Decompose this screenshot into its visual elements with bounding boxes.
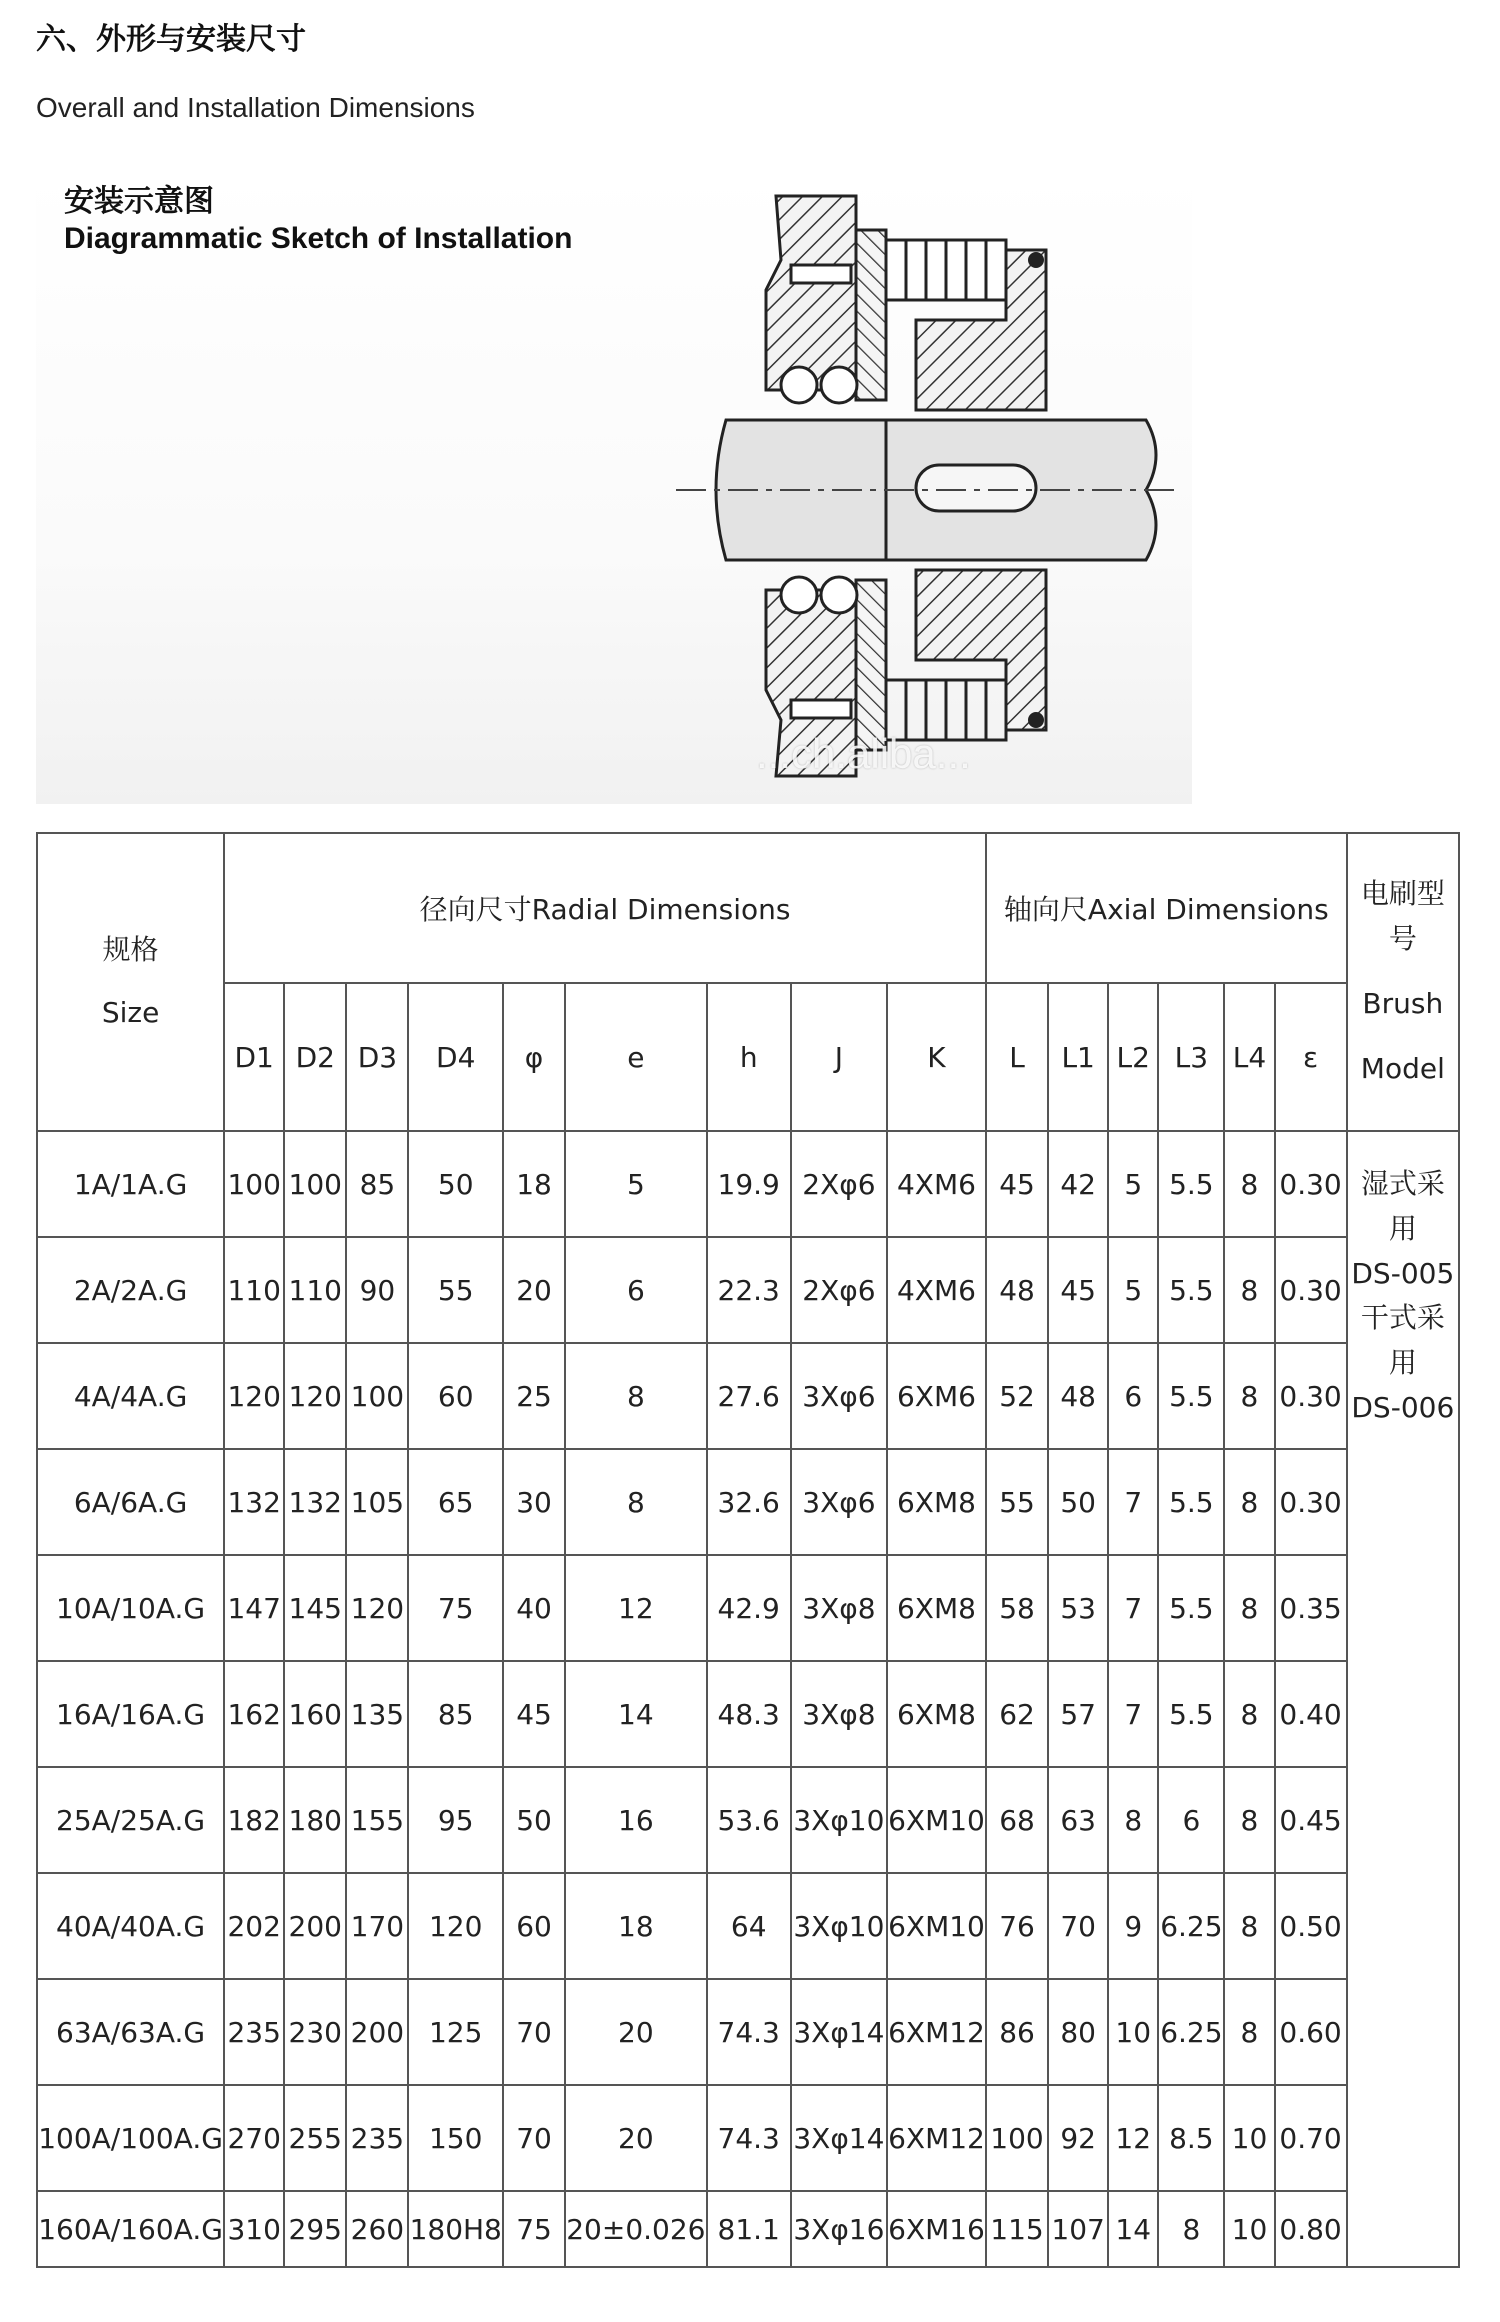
table-cell: 100 (224, 1131, 284, 1237)
table-cell: 85 (346, 1131, 408, 1237)
table-cell: 0.80 (1275, 2191, 1347, 2267)
table-cell: 5.5 (1158, 1343, 1224, 1449)
table-cell: 48 (1048, 1343, 1108, 1449)
table-cell: 25 (503, 1343, 565, 1449)
table-cell: 202 (224, 1873, 284, 1979)
table-cell: 6XM8 (887, 1449, 986, 1555)
table-cell: 48 (986, 1237, 1048, 1343)
table-cell: 42 (1048, 1131, 1108, 1237)
table-cell: 20±0.026 (565, 2191, 707, 2267)
table-cell: 8 (1224, 1131, 1274, 1237)
table-cell: 0.45 (1275, 1767, 1347, 1873)
table-cell: 27.6 (707, 1343, 791, 1449)
table-cell: 125 (408, 1979, 503, 2085)
col-header: D1 (224, 983, 284, 1131)
col-header: L2 (1108, 983, 1158, 1131)
figure-caption-en: Diagrammatic Sketch of Installation (64, 222, 573, 255)
table-cell: 3Xφ8 (791, 1661, 887, 1767)
table-cell: 6 (1158, 1767, 1224, 1873)
table-cell: 5 (1108, 1237, 1158, 1343)
table-cell: 45 (1048, 1237, 1108, 1343)
clutch-sectional-drawing (36, 170, 1192, 804)
table-cell: 55 (408, 1237, 503, 1343)
table-cell: 10 (1224, 2085, 1274, 2191)
table-cell: 9 (1108, 1873, 1158, 1979)
size-cell: 2A/2A.G (37, 1237, 224, 1343)
col-header: L4 (1224, 983, 1274, 1131)
table-cell: 230 (284, 1979, 346, 2085)
figure-caption-cn: 安装示意图 (64, 184, 214, 219)
col-header: D4 (408, 983, 503, 1131)
table-cell: 8 (1224, 1343, 1274, 1449)
table-cell: 50 (1048, 1449, 1108, 1555)
table-cell: 60 (408, 1343, 503, 1449)
table-cell: 3Xφ6 (791, 1343, 887, 1449)
table-cell: 70 (1048, 1873, 1108, 1979)
table-cell: 6XM10 (887, 1767, 986, 1873)
watermark: ...ch.aliba... (756, 730, 971, 777)
table-cell: 6XM16 (887, 2191, 986, 2267)
size-cell: 160A/160A.G (37, 2191, 224, 2267)
table-cell: 20 (565, 2085, 707, 2191)
table-cell: 60 (503, 1873, 565, 1979)
table-cell: 6.25 (1158, 1979, 1224, 2085)
section-subheading: Overall and Installation Dimensions (36, 92, 475, 123)
table-cell: 6.25 (1158, 1873, 1224, 1979)
table-cell: 7 (1108, 1555, 1158, 1661)
table-cell: 8 (1224, 1449, 1274, 1555)
table-cell: 5 (565, 1131, 707, 1237)
table-cell: 8 (1224, 1661, 1274, 1767)
table-cell: 150 (408, 2085, 503, 2191)
table-cell: 90 (346, 1237, 408, 1343)
brush-model-header: 电刷型号 Brush Model (1347, 833, 1459, 1131)
table-cell: 6XM10 (887, 1873, 986, 1979)
table-cell: 5.5 (1158, 1555, 1224, 1661)
table-cell: 3Xφ14 (791, 2085, 887, 2191)
table-cell: 105 (346, 1449, 408, 1555)
table-cell: 200 (346, 1979, 408, 2085)
table-cell: 70 (503, 1979, 565, 2085)
col-header: D2 (284, 983, 346, 1131)
table-cell: 255 (284, 2085, 346, 2191)
table-cell: 3Xφ8 (791, 1555, 887, 1661)
table-cell: 3Xφ10 (791, 1767, 887, 1873)
table-cell: 8 (1224, 1555, 1274, 1661)
table-cell: 65 (408, 1449, 503, 1555)
column-header-row (37, 983, 1459, 1131)
table-cell: 70 (503, 2085, 565, 2191)
table-cell: 95 (408, 1767, 503, 1873)
table-cell: 45 (503, 1661, 565, 1767)
table-cell: 3Xφ6 (791, 1449, 887, 1555)
table-row (37, 1555, 1459, 1661)
table-cell: 162 (224, 1661, 284, 1767)
table-cell: 14 (565, 1661, 707, 1767)
col-header: L1 (1048, 983, 1108, 1131)
table-cell: 0.30 (1275, 1237, 1347, 1343)
brush-note: 干式采用 (1360, 1301, 1445, 1380)
table-cell: 40 (503, 1555, 565, 1661)
table-cell: 30 (503, 1449, 565, 1555)
table-row (37, 1237, 1459, 1343)
col-header: e (565, 983, 707, 1131)
axial-dimensions-header: 轴向尺Axial Dimensions (986, 833, 1347, 983)
table-cell: 155 (346, 1767, 408, 1873)
table-cell: 53.6 (707, 1767, 791, 1873)
table-header-row (37, 833, 1459, 983)
col-header: ε (1275, 983, 1347, 1131)
table-row (37, 2191, 1459, 2267)
table-cell: 92 (1048, 2085, 1108, 2191)
size-cell: 1A/1A.G (37, 1131, 224, 1237)
table-cell: 74.3 (707, 1979, 791, 2085)
table-cell: 135 (346, 1661, 408, 1767)
table-row (37, 1873, 1459, 1979)
dimension-table (36, 832, 1460, 2268)
table-cell: 5 (1108, 1131, 1158, 1237)
table-cell: 4XM6 (887, 1131, 986, 1237)
table-cell: 80 (1048, 1979, 1108, 2085)
table-cell: 85 (408, 1661, 503, 1767)
table-cell: 8 (1224, 1237, 1274, 1343)
table-cell: 8 (1224, 1767, 1274, 1873)
table-row (37, 1661, 1459, 1767)
brush-note: DS-005 (1351, 1256, 1455, 1290)
table-cell: 74.3 (707, 2085, 791, 2191)
table-cell: 182 (224, 1767, 284, 1873)
table-cell: 6XM8 (887, 1661, 986, 1767)
table-cell: 6 (1108, 1343, 1158, 1449)
table-cell: 12 (1108, 2085, 1158, 2191)
table-cell: 145 (284, 1555, 346, 1661)
table-cell: 100 (346, 1343, 408, 1449)
table-row (37, 1979, 1459, 2085)
table-cell: 270 (224, 2085, 284, 2191)
size-cell: 10A/10A.G (37, 1555, 224, 1661)
table-cell: 8 (1158, 2191, 1224, 2267)
table-cell: 8 (1224, 1979, 1274, 2085)
radial-dimensions-header: 径向尺寸Radial Dimensions (224, 833, 986, 983)
table-cell: 7 (1108, 1661, 1158, 1767)
table-cell: 120 (408, 1873, 503, 1979)
table-cell: 63 (1048, 1767, 1108, 1873)
table-cell: 52 (986, 1343, 1048, 1449)
table-cell: 4XM6 (887, 1237, 986, 1343)
table-row (37, 2085, 1459, 2191)
table-cell: 0.50 (1275, 1873, 1347, 1979)
col-header: L3 (1158, 983, 1224, 1131)
table-cell: 75 (408, 1555, 503, 1661)
table-cell: 18 (503, 1131, 565, 1237)
table-cell: 64 (707, 1873, 791, 1979)
table-cell: 0.70 (1275, 2085, 1347, 2191)
table-cell: 19.9 (707, 1131, 791, 1237)
col-header: L (986, 983, 1048, 1131)
table-cell: 6 (565, 1237, 707, 1343)
table-cell: 7 (1108, 1449, 1158, 1555)
table-cell: 16 (565, 1767, 707, 1873)
table-cell: 3Xφ16 (791, 2191, 887, 2267)
table-cell: 48.3 (707, 1661, 791, 1767)
table-cell: 115 (986, 2191, 1048, 2267)
table-cell: 110 (224, 1237, 284, 1343)
table-cell: 75 (503, 2191, 565, 2267)
size-cell: 16A/16A.G (37, 1661, 224, 1767)
table-cell: 235 (346, 2085, 408, 2191)
size-cell: 4A/4A.G (37, 1343, 224, 1449)
size-cell: 40A/40A.G (37, 1873, 224, 1979)
table-cell: 68 (986, 1767, 1048, 1873)
table-cell: 5.5 (1158, 1661, 1224, 1767)
table-cell: 5.5 (1158, 1131, 1224, 1237)
table-cell: 170 (346, 1873, 408, 1979)
col-header: h (707, 983, 791, 1131)
table-cell: 50 (503, 1767, 565, 1873)
table-cell: 12 (565, 1555, 707, 1661)
section-heading: 六、外形与安装尺寸 (36, 22, 306, 57)
table-cell: 6XM12 (887, 2085, 986, 2191)
table-cell: 53 (1048, 1555, 1108, 1661)
table-cell: 10 (1108, 1979, 1158, 2085)
table-row (37, 1767, 1459, 1873)
table-cell: 310 (224, 2191, 284, 2267)
size-cell: 100A/100A.G (37, 2085, 224, 2191)
table-cell: 180 (284, 1767, 346, 1873)
table-cell: 50 (408, 1131, 503, 1237)
table-cell: 20 (503, 1237, 565, 1343)
table-cell: 55 (986, 1449, 1048, 1555)
table-cell: 295 (284, 2191, 346, 2267)
table-cell: 14 (1108, 2191, 1158, 2267)
size-cell: 63A/63A.G (37, 1979, 224, 2085)
table-cell: 132 (224, 1449, 284, 1555)
table-cell: 132 (284, 1449, 346, 1555)
table-cell: 45 (986, 1131, 1048, 1237)
table-cell: 120 (346, 1555, 408, 1661)
table-cell: 107 (1048, 2191, 1108, 2267)
size-header: 规格 Size (37, 833, 224, 1131)
table-row (37, 1449, 1459, 1555)
installation-figure (36, 170, 1192, 804)
table-row (37, 1343, 1459, 1449)
table-row (37, 1131, 1459, 1237)
table-cell: 260 (346, 2191, 408, 2267)
table-cell: 86 (986, 1979, 1048, 2085)
col-header: φ (503, 983, 565, 1131)
table-cell: 20 (565, 1979, 707, 2085)
table-cell: 0.30 (1275, 1343, 1347, 1449)
table-cell: 6XM12 (887, 1979, 986, 2085)
col-header: K (887, 983, 986, 1131)
table-cell: 8 (1108, 1767, 1158, 1873)
table-cell: 8 (1224, 1873, 1274, 1979)
brush-note: 湿式采用 (1360, 1167, 1445, 1245)
table-cell: 3Xφ10 (791, 1873, 887, 1979)
table-cell: 57 (1048, 1661, 1108, 1767)
table-cell: 235 (224, 1979, 284, 2085)
size-cell: 6A/6A.G (37, 1449, 224, 1555)
table-cell: 6XM6 (887, 1343, 986, 1449)
col-header: J (791, 983, 887, 1131)
table-cell: 18 (565, 1873, 707, 1979)
table-cell: 120 (224, 1343, 284, 1449)
table-cell: 100 (284, 1131, 346, 1237)
table-cell: 180H8 (408, 2191, 503, 2267)
table-cell: 32.6 (707, 1449, 791, 1555)
table-cell: 5.5 (1158, 1237, 1224, 1343)
table-cell: 5.5 (1158, 1449, 1224, 1555)
table-cell: 10 (1224, 2191, 1274, 2267)
table-cell: 0.40 (1275, 1661, 1347, 1767)
table-cell: 3Xφ14 (791, 1979, 887, 2085)
table-cell: 100 (986, 2085, 1048, 2191)
table-cell: 8 (565, 1343, 707, 1449)
table-cell: 6XM8 (887, 1555, 986, 1661)
table-cell: 81.1 (707, 2191, 791, 2267)
size-cell: 25A/25A.G (37, 1767, 224, 1873)
table-cell: 160 (284, 1661, 346, 1767)
table-cell: 0.30 (1275, 1449, 1347, 1555)
brush-model-cell (1347, 1131, 1459, 2267)
table-cell: 147 (224, 1555, 284, 1661)
table-cell: 2Xφ6 (791, 1131, 887, 1237)
table-cell: 110 (284, 1237, 346, 1343)
table-cell: 42.9 (707, 1555, 791, 1661)
col-header: D3 (346, 983, 408, 1131)
table-cell: 8 (565, 1449, 707, 1555)
table-cell: 200 (284, 1873, 346, 1979)
table-cell: 58 (986, 1555, 1048, 1661)
table-cell: 120 (284, 1343, 346, 1449)
table-cell: 0.60 (1275, 1979, 1347, 2085)
table-cell: 76 (986, 1873, 1048, 1979)
brush-note: DS-006 (1351, 1390, 1455, 1424)
table-cell: 2Xφ6 (791, 1237, 887, 1343)
table-cell: 62 (986, 1661, 1048, 1767)
table-cell: 0.35 (1275, 1555, 1347, 1661)
table-cell: 0.30 (1275, 1131, 1347, 1237)
table-cell: 8.5 (1158, 2085, 1224, 2191)
table-cell: 22.3 (707, 1237, 791, 1343)
